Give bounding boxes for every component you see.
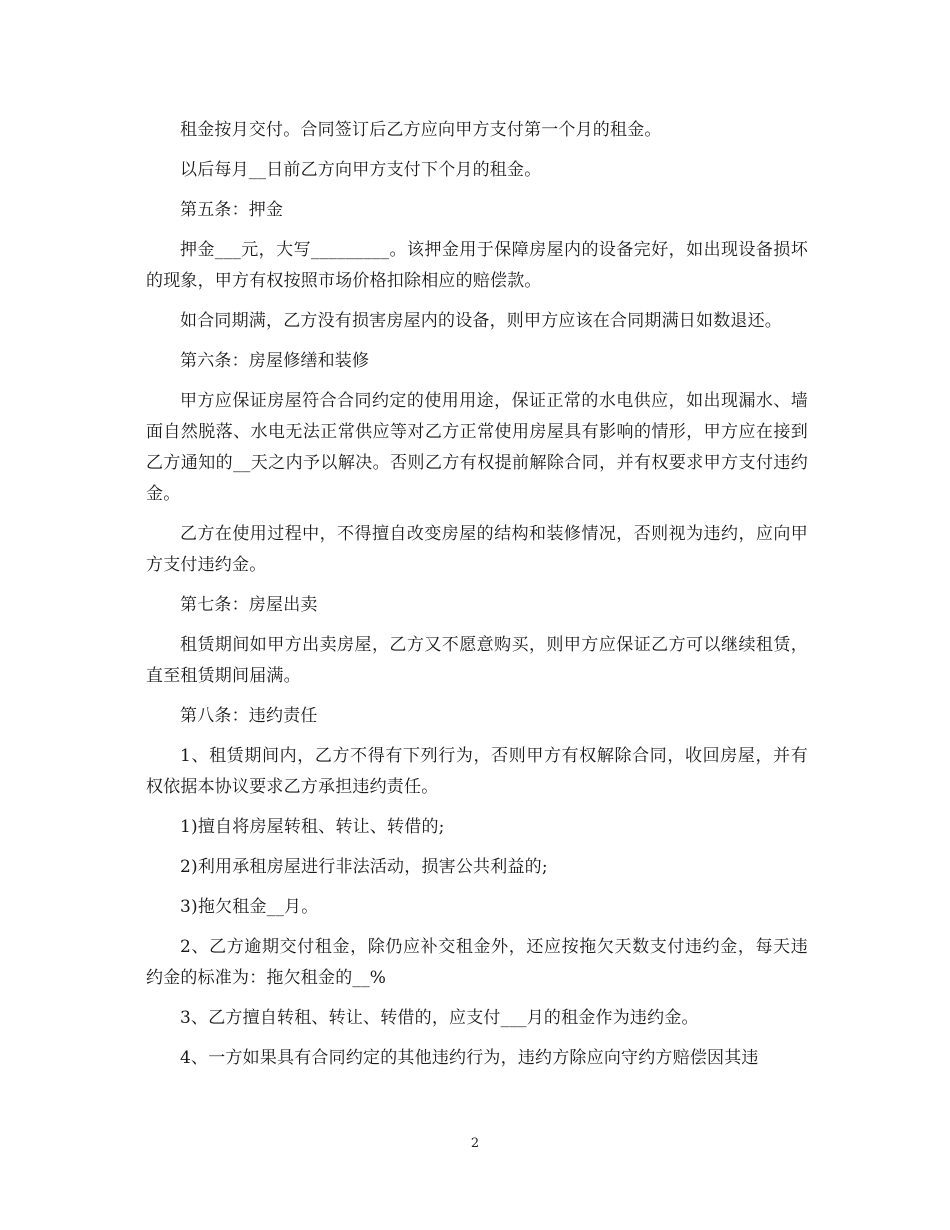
section-heading: 第五条：押金 — [180, 200, 284, 220]
document-body — [146, 115, 808, 1074]
page-number: 2 — [470, 1136, 480, 1151]
paragraph: 1、租赁期间内，乙方不得有下列行为，否则甲方有权解除合同，收回房屋，并有权依据本协议要求乙方承担违约责任。 — [146, 746, 808, 797]
section-heading: 第八条：违约责任 — [180, 706, 318, 726]
paragraph: 3、乙方擅自转租、转让、转借的，应支付___月的租金作为违约金。 — [180, 1008, 699, 1028]
paragraph: 4、一方如果具有合同约定的其他违约行为，违约方除应向守约方赔偿因其违 — [180, 1048, 759, 1068]
paragraph: 2、乙方逾期交付租金，除仍应补交租金外，还应按拖欠天数支付违约金，每天违约金的标准为：拖欠租金的__% — [146, 937, 808, 988]
section-heading: 第七条：房屋出卖 — [180, 595, 318, 615]
paragraph: 租金按月交付。合同签订后乙方应向甲方支付第一个月的租金。 — [180, 120, 662, 140]
list-item: 1)擅自将房屋转租、转让、转借的; — [180, 817, 445, 837]
paragraph: 租赁期间如甲方出卖房屋，乙方又不愿意购买，则甲方应保证乙方可以继续租赁，直至租赁期间届满。 — [146, 635, 808, 686]
paragraph: 乙方在使用过程中，不得擅自改变房屋的结构和装修情况，否则视为违约，应向甲方支付违约金。 — [146, 524, 808, 575]
list-item: 2)利用承租房屋进行非法活动，损害公共利益的; — [180, 857, 548, 877]
section-heading: 第六条：房屋修缮和装修 — [180, 351, 370, 371]
list-item: 3)拖欠租金__月。 — [180, 897, 319, 917]
paragraph: 押金___元，大写_________。该押金用于保障房屋内的设备完好，如出现设备损坏的现象，甲方有权按照市场价格扣除相应的赔偿款。 — [146, 240, 808, 291]
paragraph: 如合同期满，乙方没有损害房屋内的设备，则甲方应该在合同期满日如数退还。 — [180, 311, 782, 331]
paragraph: 甲方应保证房屋符合合同约定的使用用途，保证正常的水电供应，如出现漏水、墙面自然脱落、水电无法正常供应等对乙方正常使用房屋具有影响的情形，甲方应在接到乙方通知的__天之内予以解决。否则乙方有权提前解除合同，并有权要求甲方支付违约金。 — [146, 391, 808, 504]
paragraph: 以后每月__日前乙方向甲方支付下个月的租金。 — [180, 160, 542, 180]
